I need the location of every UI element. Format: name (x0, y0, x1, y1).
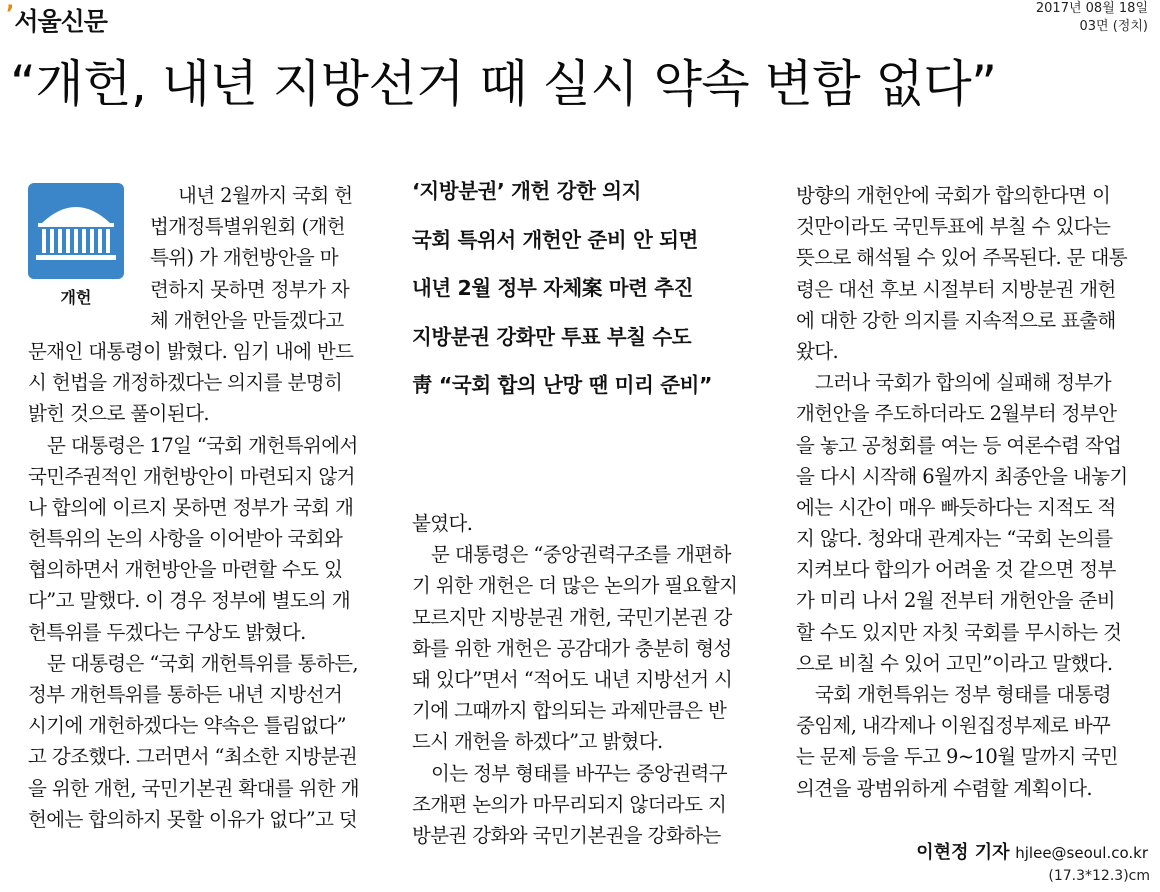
text-line: 방분권 강화와 국민기본권을 강화하는 (412, 823, 721, 847)
text-line: 것만이라도 국민투표에 부칠 수 있다는 (796, 215, 1111, 239)
text-line: 문 대통령은 17일 “국회 개헌특위에서 (47, 433, 358, 457)
masthead-name: 서울신문 (14, 7, 107, 36)
subhead-line: 내년 2월 정부 자체案 마련 추진 (412, 276, 694, 300)
subhead-line: 靑 “국회 합의 난망 땐 미리 준비” (412, 373, 713, 397)
text-line: 할 수도 있지만 자칫 국회를 무시하는 것 (796, 620, 1122, 644)
text-line: 방향의 개헌안에 국회가 합의한다면 이 (796, 184, 1111, 207)
text-line: 돼 있다”면서 “적어도 내년 지방선거 시 (412, 667, 733, 691)
text-line: 에 대한 강한 의지를 지속적으로 표출해 (796, 308, 1116, 332)
text-line: 정부 개헌특위를 통하든 내년 지방선거 (28, 683, 343, 706)
article-column-3 (796, 180, 1152, 804)
text-line: 문 대통령은 “국회 개헌특위를 통하든, (47, 651, 358, 675)
text-line: 헌에는 합의하지 못할 이유가 없다”고 덧 (28, 807, 358, 831)
publication-date: 2017년 08월 18일 (1035, 1, 1148, 16)
text-line: 모르지만 지방분권 개헌, 국민기본권 강 (412, 605, 732, 629)
text-line: 중임제, 내각제나 이원집정부제로 바꾸 (796, 714, 1111, 738)
text-line: 는 문제 등을 두고 9~10월 말까지 국민 (796, 745, 1118, 769)
masthead-accent-icon: ’ (6, 2, 14, 27)
text-line: 지 않다. 청와대 관계자는 “국회 논의를 (796, 527, 1113, 551)
subhead-kicker: ‘지방분권’ 개헌 강한 의지 (412, 179, 642, 203)
text-line: 에는 시간이 매우 빠듯하다는 지적도 적 (796, 495, 1116, 519)
text-line: 협의하면서 개헌방안을 마련할 수도 있 (28, 558, 343, 582)
text-line: 령은 대선 후보 시절부터 지방분권 개헌 (796, 277, 1116, 301)
byline (916, 838, 1148, 864)
text-line: 그러나 국회가 합의에 실패해 정부가 (815, 371, 1111, 395)
text-line: 시 헌법을 개정하겠다는 의지를 분명히 (28, 371, 343, 395)
text-line: 개헌안을 주도하더라도 2월부터 정부안 (796, 402, 1117, 426)
text-line: 기 위한 개헌은 더 많은 논의가 필요할지 (412, 574, 738, 598)
text-line: 법개정특별위원회 (개헌 (150, 215, 345, 239)
text-line: 붙였다. (412, 512, 473, 535)
reporter-name: 이현정 기자 (916, 842, 1010, 863)
text-line: 가 미리 나서 2월 전부터 개헌안을 준비 (796, 589, 1115, 613)
text-line: 으로 비칠 수 있어 고민”이라고 말했다. (796, 651, 1113, 675)
text-line: 화를 위한 개헌은 공감대가 충분히 형성 (412, 636, 732, 660)
text-line: 문재인 대통령이 밝혔다. 임기 내에 반드 (28, 339, 354, 363)
text-line: 국민주권적인 개헌방안이 마련되지 않거 (28, 464, 355, 488)
text-line: 조개편 논의가 마무리되지 않더라도 지 (412, 792, 727, 816)
page-section: 03면 (정치) (1079, 19, 1148, 34)
text-line: 문 대통령은 “중앙권력구조를 개편하 (431, 543, 731, 567)
topic-badge-label: 개헌 (60, 288, 92, 307)
text-line: 헌특위의 논의 사항을 이어받아 국회와 (28, 527, 343, 551)
text-line: 지켜보다 합의가 어려울 것 같으면 정부 (796, 558, 1116, 582)
article-column-2 (412, 508, 774, 851)
subhead-line: 국회 특위서 개헌안 준비 안 되면 (412, 227, 698, 252)
text-line: 다”고 말했다. 이 경우 정부에 별도의 개 (28, 589, 351, 613)
newspaper-masthead (6, 2, 107, 38)
headline: “개헌, 내년 지방선거 때 실시 약속 변함 없다” (10, 55, 997, 113)
text-line: 밝힌 것으로 풀이된다. (28, 402, 209, 426)
text-line: 나 합의에 이르지 못하면 정부가 국회 개 (28, 495, 354, 519)
text-line: 이는 정부 형태를 바꾸는 중앙권력구 (431, 761, 727, 785)
article-size-note: (17.3*12.3)cm (1048, 868, 1150, 884)
text-line: 특위) 가 개헌방안을 마 (150, 246, 338, 270)
text-line: 시기에 개헌하겠다는 약속은 틀림없다” (28, 714, 346, 738)
text-line: 련하지 못하면 정부가 자 (150, 277, 350, 301)
text-line: 기에 그때까지 합의되는 과제만큼은 반 (412, 699, 727, 723)
text-line: 내년 2월까지 국회 헌 (178, 184, 353, 207)
text-line: 의견을 광범위하게 수렴할 계획이다. (796, 776, 1092, 800)
reporter-email[interactable]: hjlee@seoul.co.kr (1015, 844, 1148, 862)
text-line: 왔다. (796, 339, 839, 363)
text-line: 뜻으로 해석될 수 있어 주목된다. 문 대통 (796, 246, 1127, 270)
subhead-block (412, 167, 774, 410)
text-line: 국회 개헌특위는 정부 형태를 대통령 (815, 683, 1111, 706)
text-line: 을 위한 개헌, 국민기본권 확대를 위한 개 (28, 776, 359, 800)
subhead-line: 지방분권 강화만 투표 부칠 수도 (412, 324, 692, 349)
text-line: 드시 개헌을 하겠다”고 밝혔다. (412, 730, 663, 754)
article-column-1 (28, 180, 390, 835)
text-line: 고 강조했다. 그러면서 “최소한 지방분권 (28, 745, 358, 769)
text-line: 을 다시 시작해 6월까지 최종안을 내놓기 (796, 464, 1128, 488)
text-line: 헌특위를 두겠다는 구상도 밝혔다. (28, 620, 306, 644)
text-line: 을 놓고 공청회를 여는 등 여론수렴 작업 (796, 433, 1122, 457)
text-line: 체 개헌안을 만들겠다고 (150, 308, 344, 332)
